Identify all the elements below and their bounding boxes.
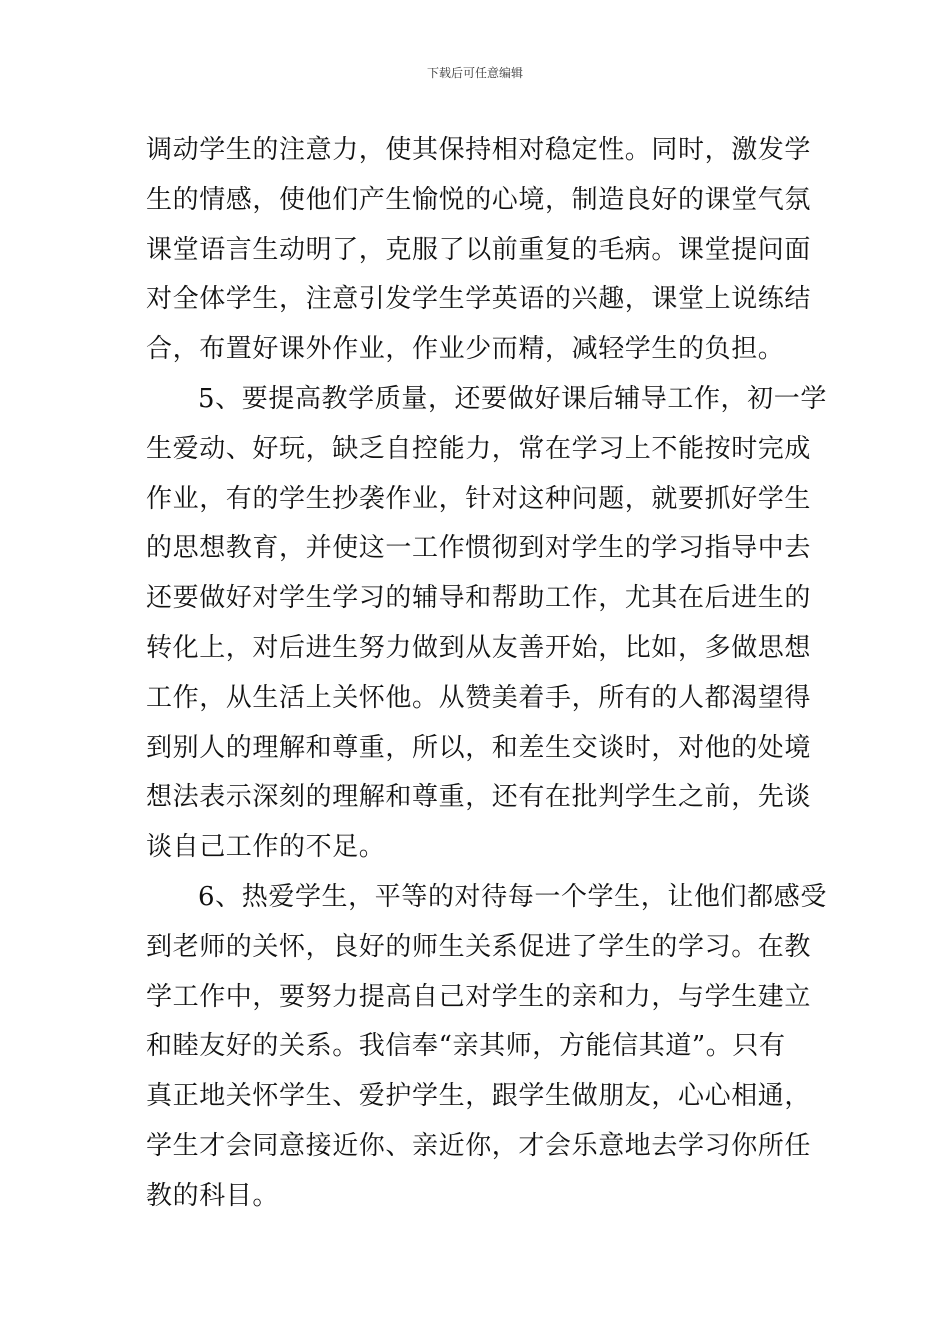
text-line: 教的科目。 <box>146 1180 280 1211</box>
text-line: 到老师的关怀，良好的师生关系促进了学生的学习。在教 <box>146 931 812 962</box>
text-line: 工作，从生活上关怀他。从赞美着手，所有的人都渴望得 <box>146 682 812 713</box>
paragraph-6-first-line: 6、热爱学生，平等的对待每一个学生，让他们都感受 <box>198 881 827 912</box>
text-line: 课堂语言生动明了，克服了以前重复的毛病。课堂提问面 <box>146 234 812 265</box>
text-line: 还要做好对学生学习的辅导和帮助工作，尤其在后进生的 <box>146 583 812 614</box>
text-line: 生爱动、好玩，缺乏自控能力，常在学习上不能按时完成 <box>146 433 812 464</box>
text-line: 想法表示深刻的理解和尊重，还有在批判学生之前，先谈 <box>146 782 812 813</box>
text-line: 转化上，对后进生努力做到从友善开始，比如，多做思想 <box>146 632 812 663</box>
text-line: 作业，有的学生抄袭作业，针对这种问题，就要抓好学生 <box>146 483 812 514</box>
text-line: 学工作中，要努力提高自己对学生的亲和力，与学生建立 <box>146 981 812 1012</box>
text-line: 和睦友好的关系。我信奉“亲其师，方能信其道”。只有 <box>146 1031 786 1062</box>
text-line: 调动学生的注意力，使其保持相对稳定性。同时，激发学 <box>146 135 812 165</box>
text-line: 合，布置好课外作业，作业少而精，减轻学生的负担。 <box>146 334 785 365</box>
text-line: 生的情感，使他们产生愉悦的心境，制造良好的课堂气氛 <box>146 184 812 215</box>
text-line: 的思想教育，并使这一工作惯彻到对学生的学习指导中去 <box>146 533 812 564</box>
paragraph-5-first-line: 5、要提高教学质量，还要做好课后辅导工作，初一学 <box>198 383 827 414</box>
page-header-note: 下载后可任意编辑 <box>426 66 523 80</box>
document-body <box>146 126 827 1222</box>
text-line: 谈自己工作的不足。 <box>146 832 386 863</box>
text-line: 真正地关怀学生、爱护学生，跟学生做朋友，心心相通， <box>146 1081 812 1112</box>
text-line: 学生才会同意接近你、亲近你，才会乐意地去学习你所任 <box>146 1130 812 1161</box>
text-line: 对全体学生，注意引发学生学英语的兴趣，课堂上说练结 <box>146 284 812 315</box>
text-line: 到别人的理解和尊重，所以，和差生交谈时，对他的处境 <box>146 732 812 763</box>
